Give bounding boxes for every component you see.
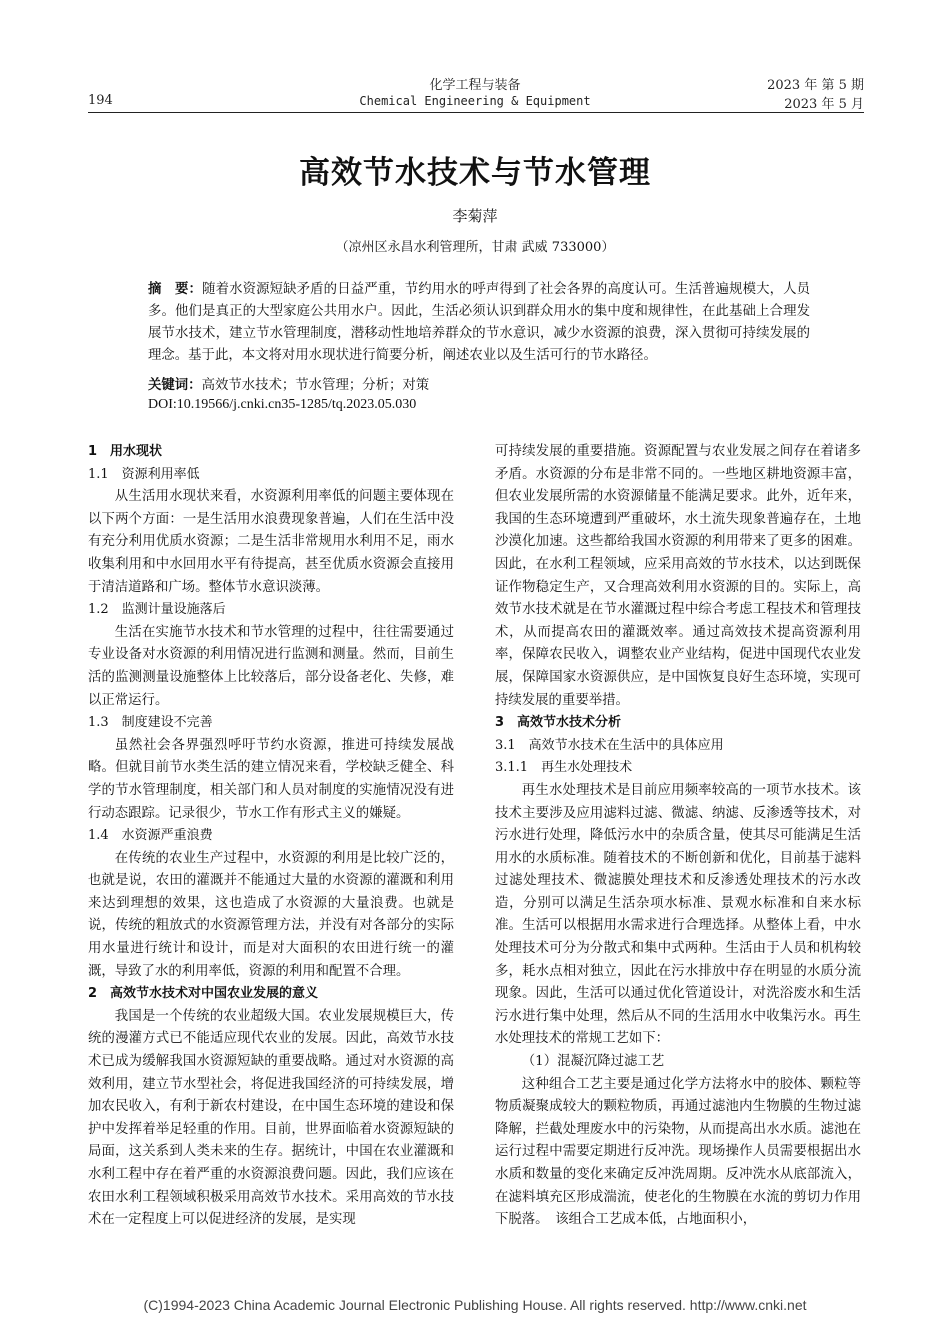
subsection-heading: 3.1 高效节水技术在生活中的具体应用 [495,737,724,753]
body-paragraph: 再生水处理技术是目前应用频率较高的一项节水技术。该技术主要涉及应用滤料过滤、微滤、纳滤、反渗透等技术，对污水进行处理，降低污水中的杂质含量，使其尽可能满足生活用水的水质标准。随着技术的不断创新和优化，目前基于滤料过滤处理技术、微滤膜处理技术和反渗透处理技术的污水改造，分别可以满足生活杂项水标准、景观水标准和自来水标准。生活可以根据用水需求进行合理选择。从整体上看，中水处理技术可分为分散式和集中式两种。生活由于人员和机构较多，耗水点相对独立，因此在污水排放中存在明显的水质分流现象。因此，生活可以通过优化管道设计，对洗浴废水和生活污水进行集中处理，然后从不同的生活用水中收集污水。再生水处理技术的常规工艺如下： [495,782,861,1047]
journal-title-cn: 化学工程与装备 [429,78,521,93]
body-paragraph: 生活在实施节水技术和节水管理的过程中，往往需要通过专业设备对水资源的利用情况进行监测和测量。然而，目前生活的监测测量设施整体上比较落后，部分设备老化、失修，难以正常运行。 [88,624,454,708]
author-affiliation: （凉州区永昌水利管理所，甘肃 武威 733000） [335,240,615,255]
page-number: 194 [88,93,113,108]
body-paragraph: 这种组合工艺主要是通过化学方法将水中的胶体、颗粒等物质凝聚成较大的颗粒物质，再通过滤池内生物膜的生物过滤降解，拦截处理废水中的污染物，从而提高出水水质。滤池在运行过程中需要定期进行反冲洗。现场操作人员需要根据出水水质和数量的变化来确定反冲洗周期。反冲洗水从底部流入，在滤料填充区形成湍流，使老化的生物膜在水流的剪切力作用下脱落。 该组合工艺成本低，占地面积小， [495,1076,861,1228]
subsection-heading: 1.3 制度建设不完善 [88,715,213,731]
keywords-text: 高效节水技术；节水管理；分析；对策 [201,378,430,393]
body-paragraph: 可持续发展的重要措施。资源配置与农业发展之间存在着诸多矛盾。水资源的分布是非常不同的。一些地区耕地资源丰富，但农业发展所需的水资源储量不能满足要求。此外，近年来，我国的生态环境遭到严重破坏，水土流失现象普遍存在，土地沙漠化加速。这些都给我国水资源的利用带来了更多的困难。因此，在水利工程领域，应采用高效的节水技术，以达到既保证作物稳定生产，又合理高效利用水资源的目的。实际上，高效节水技术就是在节水灌溉过程中综合考虑工程技术和管理技术，从而提高农田的灌溉效率。通过高效技术提高资源利用率，保障农民收入，调整农业产业结构，促进中国现代农业发展，保障国家水资源供应，是中国恢复良好生态环境，实现可持续发展的重要举措。 [495,444,861,708]
abstract-label: 摘 要： [148,282,203,297]
process-heading: （1）混凝沉降过滤工艺 [521,1054,665,1070]
author-name: 李菊萍 [452,207,498,225]
body-paragraph: 我国是一个传统的农业超级大国。农业发展规模巨大，传统的漫灌方式已不能适应现代农业的发展。因此，高效节水技术已成为缓解我国水资源短缺的重要战略。通过对水资源的高效利用，建立节水型社会，将促进我国经济的可持续发展，增加农民收入，有利于新农村建设，在中国生态环境的建设和保护中发挥着举足轻重的作用。目前，世界面临着水资源短缺的局面，这关系到人类未来的生存。据统计，中国在农业灌溉和水利工程中存在着严重的水资源浪费问题。因此，我们应该在农田水利工程领域积极采用高效节水技术。采用高效的节水技术在一定程度上可以促进经济的发展，是实现 [88,1008,454,1228]
right-column [495,441,861,1232]
subsection-heading: 3.1.1 再生水处理技术 [495,760,633,776]
doi: DOI:10.19566/j.cnki.cn35-1285/tq.2023.05.030 [148,397,417,412]
subsection-heading: 1.2 监测计量设施落后 [88,602,226,618]
body-paragraph: 虽然社会各界强烈呼吁节约水资源，推进可持续发展战略。但就目前节水类生活的建立情况来看，学校缺乏健全、科学的节水管理制度，相关部门和人员对制度的实施情况没有进行动态跟踪。记录很少，节水工作有形式主义的嫌疑。 [88,737,454,821]
issue-date: 2023 年 5 月 [784,97,864,112]
keywords [148,374,810,393]
section-heading: 1 用水现状 [88,444,163,459]
abstract [148,279,810,367]
section-heading: 3 高效节水技术分析 [495,715,622,731]
copyright-footer: (C)1994-2023 China Academic Journal Electronic Publishing House. All rights reserved. http://www.cnki.net [143,1297,807,1313]
section-heading: 2 高效节水技术对中国农业发展的意义 [88,986,319,1002]
keywords-label: 关键词： [148,378,202,393]
body-paragraph: 从生活用水现状来看，水资源利用率低的问题主要体现在以下两个方面：一是生活用水浪费现象普遍，人们在生活中没有充分利用优质水资源；二是生活非常规用水利用不足，雨水收集利用和中水回用水平有待提高，甚至优质水资源会直接用于清洁道路和广场。整体节水意识淡薄。 [88,489,454,595]
subsection-heading: 1.4 水资源严重浪费 [88,828,213,844]
body-paragraph: 在传统的农业生产过程中，水资源的利用是比较广泛的，也就是说，农田的灌溉并不能通过大量的水资源的灌溉和利用来达到理想的效果，这也造成了水资源的大量浪费。也就是说，传统的粗放式的水资源管理方法，并没有对各部分的实际用水量进行统计和设计，而是对大面积的农田进行统一的灌溉，导致了水的利用率低，资源的利用和配置不合理。 [88,850,454,979]
article-title: 高效节水技术与节水管理 [299,155,651,191]
journal-title-en: Chemical Engineering & Equipment [359,94,591,108]
issue-label: 2023 年 第 5 期 [767,78,864,93]
left-column [88,441,454,1232]
abstract-text: 随着水资源短缺矛盾的日益严重，节约用水的呼声得到了社会各界的高度认可。生活普遍规模大，人员多。他们是真正的大型家庭公共用水户。因此，生活必须认识到群众用水的集中度和规律性，在此基础上合理发展节水技术，建立节水管理制度，潜移动性地培养群众的节水意识，减少水资源的浪费，深入贯彻可持续发展的理念。基于此，本文将对用水现状进行简要分析，阐述农业以及生活可行的节水路径。 [148,282,811,363]
header-rule [88,112,864,113]
subsection-heading: 1.1 资源利用率低 [88,466,200,482]
